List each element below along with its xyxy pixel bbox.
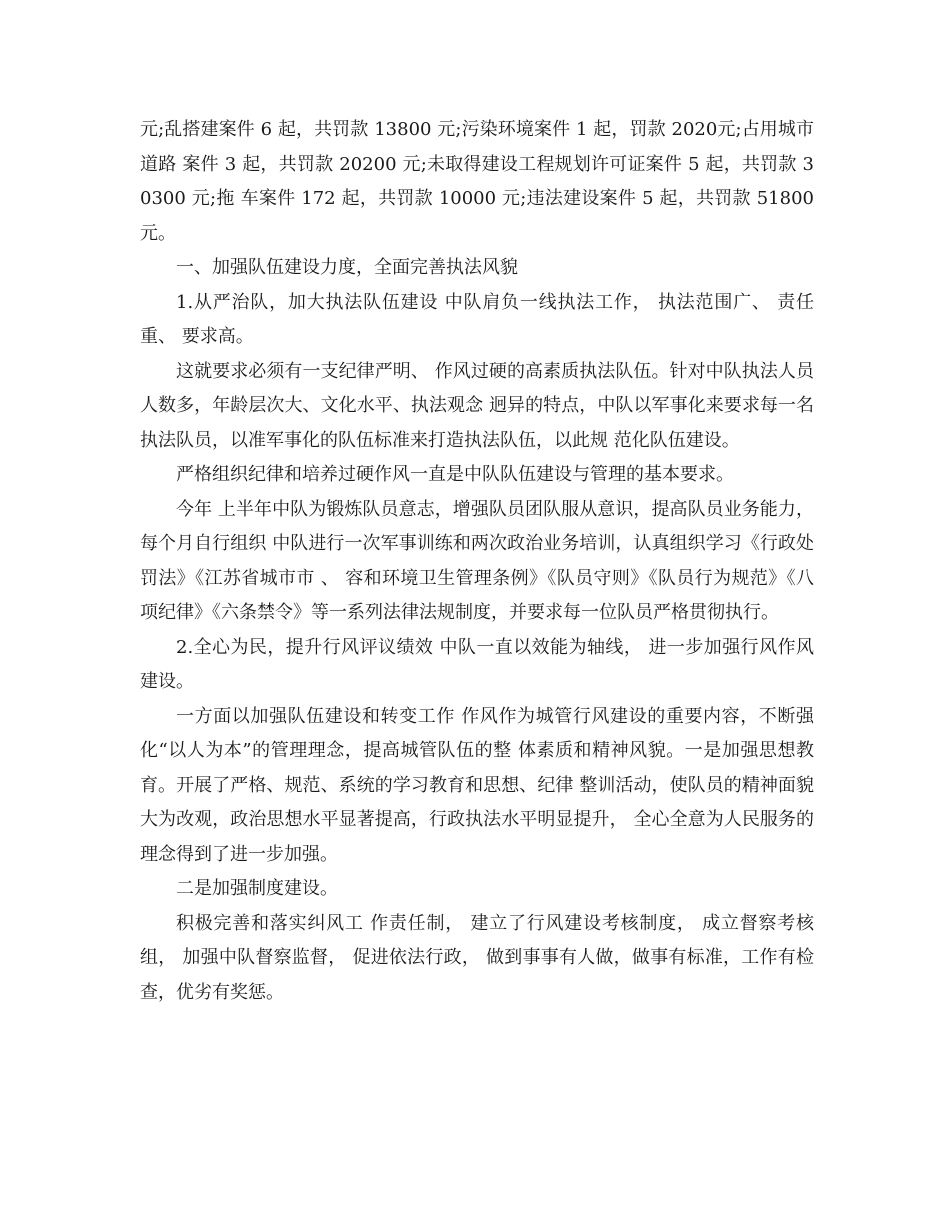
paragraph-responsibility-system: 积极完善和落实纠风工 作责任制， 建立了行风建设考核制度， 成立督察考核组， 加强中队督察监督， 促进依法行政， 做到事事有人做，做事有标准，工作有检查，优劣有奖惩。 [140,912,814,1003]
section-heading-team-building: 一、加强队伍建设力度，全面完善执法风貌 [176,257,518,278]
document-body [140,113,814,1010]
paragraph-serve-people: 2.全心为民，提升行风评议绩效 中队一直以效能为轴线， 进一步加强行风作风建设。 [140,636,814,692]
paragraph-system-building: 二是加强制度建设。 [176,878,338,899]
paragraph-penalty-summary: 元;乱搭建案件 6 起，共罚款 13800 元;污染环境案件 1 起，罚款 2020元;占用城市道路 案件 3 起，共罚款 20200 元;未取得建设工程规划许可证案件 5 起，共罚款 30300 元;拖 车案件 172 起，共罚款 10000 元;违法建设案件 5 起，共罚款 51800 元。 [140,119,814,244]
paragraph-training: 今年 上半年中队为锻炼队员意志，增强队员团队服从意识，提高队员业务能力，每个月自行组织 中队进行一次军事训练和两次政治业务培训，认真组织学习《行政处罚法》《江苏省城市市 、 容和环境卫生管理条例》《队员守则》《队员行为规范》《八项纪律》《六条禁令》等一系列法律法规制度，并要求每一位队员严格贯彻执行。 [140,498,814,623]
paragraph-organizational-discipline: 严格组织纪律和培养过硬作风一直是中队队伍建设与管理的基本要求。 [176,464,734,485]
paragraph-ideological-education: 一方面以加强队伍建设和转变工作 作风作为城管行风建设的重要内容，不断强化“以人为本”的管理理念，提高城管队伍的整 体素质和精神风貌。一是加强思想教育。开展了严格、规范、系统的学习教育和思想、纪律 整训活动，使队员的精神面貌大为改观，政治思想水平显著提高，行政执法水平明显提升， 全心全意为人民服务的理念得到了进一步加强。 [140,705,814,865]
paragraph-strict-governance: 1.从严治队，加大执法队伍建设 中队肩负一线执法工作， 执法范围广、 责任重、 要求高。 [140,291,814,347]
paragraph-discipline-requirement: 这就要求必须有一支纪律严明、 作风过硬的高素质执法队伍。针对中队执法人员人数多，年龄层次大、文化水平、执法观念 迥异的特点，中队以军事化来要求每一名执法队员，以准军事化的队伍标准来打造执法队伍，以此规 范化队伍建设。 [140,360,814,451]
